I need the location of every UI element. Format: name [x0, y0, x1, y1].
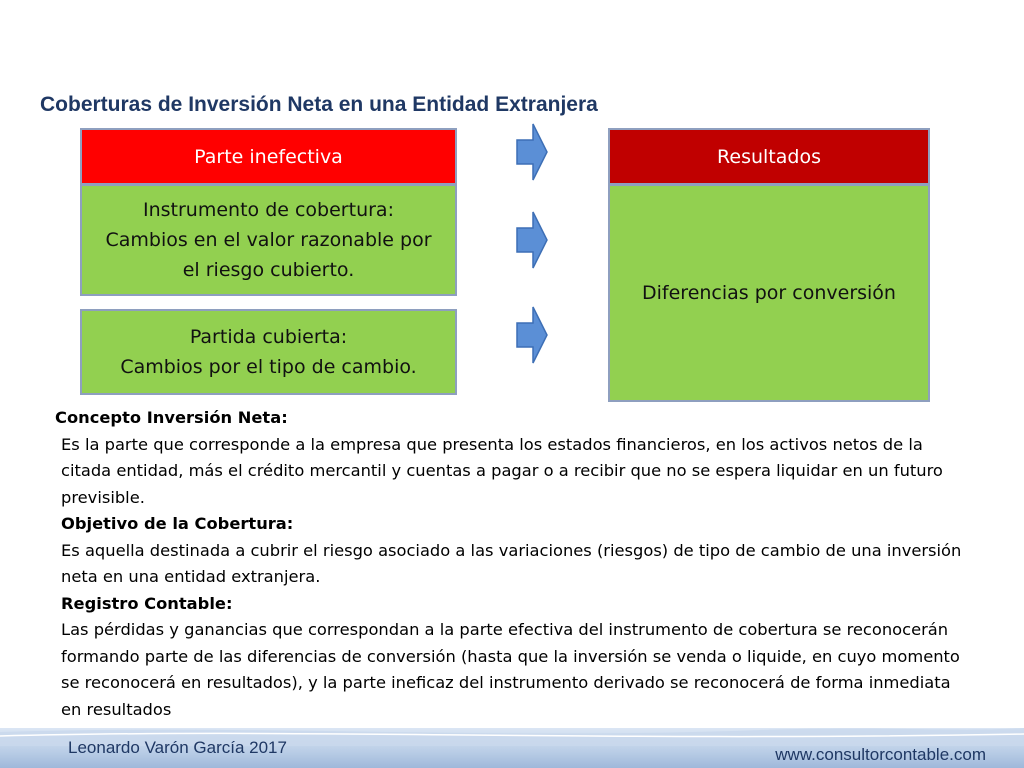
section-heading: Objetivo de la Cobertura: [61, 514, 294, 533]
section-body: Es aquella destinada a cubrir el riesgo asociado a las variaciones (riesgos) de tipo de cambio de una inversión neta en una entidad extranjera. [61, 540, 962, 586]
arrow-right-icon [515, 210, 549, 270]
section-body: Las pérdidas y ganancias que correspondan a la parte efectiva del instrumento de cobertura se reconocerán formando parte de las diferencias de conversión (hasta que la inversión se venda o liquide, en cuyo momento se reconocerá en resultados), y la parte ineficaz del instrumento derivado se reconocerá de forma inmediata en resultados [61, 620, 960, 719]
hedging-instrument-line-2: Cambios en el valor razonable por [105, 229, 432, 251]
explanation-text [55, 405, 975, 723]
hedging-instrument-box [80, 184, 457, 296]
results-header [608, 128, 930, 185]
slide-title: Coberturas de Inversión Neta en una Entidad Extranjera [40, 93, 598, 116]
author-credit: Leonardo Varón García 2017 [68, 738, 287, 757]
arrow-right-icon [515, 305, 549, 365]
ineffective-part-header [80, 128, 457, 185]
arrow-right-icon [515, 122, 549, 182]
hedging-instrument-line-1: Instrumento de cobertura: [143, 199, 394, 221]
conversion-differences-box [608, 184, 930, 402]
conversion-differences-label: Diferencias por conversión [642, 282, 896, 304]
section-heading: Registro Contable: [61, 593, 233, 613]
hedged-item-box [80, 309, 457, 395]
section-heading: Concepto Inversión Neta: [55, 408, 288, 427]
section-body: Es la parte que corresponde a la empresa que presenta los estados financieros, en los activos netos de la citada entidad, más el crédito mercantil y cuentas a pagar o a recibir que no se espera liquidar en un futuro previsible. [61, 434, 943, 507]
results-label: Resultados [717, 145, 821, 168]
hedged-item-line-1: Partida cubierta: [189, 326, 348, 348]
hedged-item-line-2: Cambios por el tipo de cambio. [120, 356, 417, 378]
ineffective-part-label: Parte inefectiva [194, 145, 343, 168]
hedging-instrument-line-3: el riesgo cubierto. [182, 259, 355, 281]
website-link[interactable]: www.consultorcontable.com [775, 745, 986, 764]
